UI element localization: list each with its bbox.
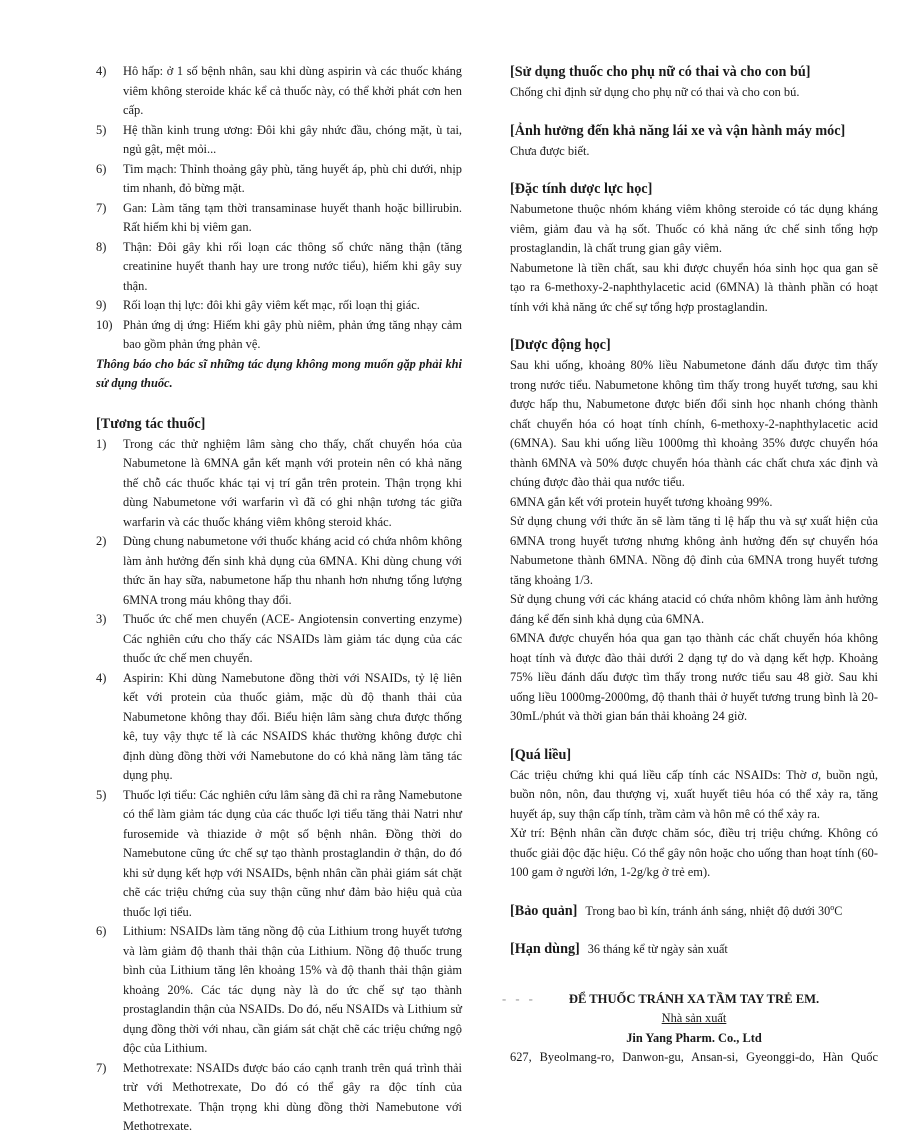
pregnancy-heading: [Sử dụng thuốc cho phụ nữ có thai và cho con bú]	[510, 64, 811, 80]
item-number: 1)	[96, 436, 107, 451]
driving-section	[510, 121, 878, 162]
doctor-notice: Thông báo cho bác sĩ những tác dụng không mong muốn gặp phải khi sử dụng thuốc.	[96, 356, 462, 390]
paragraph: 6MNA gắn kết với protein huyết tương khoảng 99%.	[510, 494, 773, 509]
item-number: 4)	[96, 670, 107, 685]
item-text: Gan: Làm tăng tạm thời transaminase huyết thanh hoặc billirubin. Rất hiếm khi bị viêm gan.	[123, 200, 462, 234]
list-item	[96, 121, 462, 160]
decorative-dashes: - - -	[502, 991, 536, 1006]
item-number: 7)	[96, 1060, 107, 1075]
child-warning	[502, 990, 878, 1010]
item-text: Thận: Đôi gây khi rối loạn các thông số chức năng thận (tăng creatinine huyết thanh hay ure trong nước tiểu), hiếm khi gây suy thận.	[123, 239, 462, 293]
left-column	[96, 62, 462, 1137]
pregnancy-text: Chống chỉ định sử dụng cho phụ nữ có thai và cho con bú.	[510, 85, 800, 99]
storage-heading: [Bảo quản]	[510, 902, 578, 919]
list-item	[96, 610, 462, 669]
item-text: Methotrexate: NSAIDs được báo cáo cạnh tranh trên quá trình thải trừ với Methotrexate, Do đó có thể gây ra độc tính của Methotrexate. Thận trọng khi dùng đồng thời Namebutone với Methotrexate.	[123, 1060, 462, 1133]
paragraph: Nabumetone là tiền chất, sau khi được chuyển hóa sinh học qua gan sẽ tạo ra 6-methoxy-2-naphthylacetic acid (6MNA) là thành phần có hoạt tính với khả năng ức chế sự tổng hợp prostaglandin.	[510, 260, 878, 314]
item-number: 2)	[96, 534, 107, 548]
list-item	[96, 238, 462, 297]
driving-text: Chưa được biết.	[510, 143, 590, 158]
pregnancy-section	[510, 62, 878, 103]
side-effects-list	[96, 62, 462, 355]
item-number: 3)	[96, 612, 107, 626]
manufacturer-label: Nhà sản xuất	[661, 1011, 727, 1025]
overdose-heading: [Quá liều]	[510, 746, 572, 763]
item-text: Dùng chung nabumetone với thuốc kháng acid có chứa nhôm không làm ảnh hưởng đến sinh khả dụng của 6MNA. Khi dùng chung với thức ăn hay sữa, nabumetone hấp thu nhanh hơn nhưng tổng lượng 6MNA trong máu không thay đổi.	[123, 534, 462, 607]
item-number: 9)	[96, 298, 107, 312]
item-number: 6)	[96, 161, 107, 176]
storage-text-main: Trong bao bì kín, tránh ánh sáng, nhiệt độ dưới 30	[585, 903, 831, 918]
item-number: 6)	[96, 924, 107, 938]
item-number: 7)	[96, 200, 107, 215]
shelf-life-heading: [Hạn dùng]	[510, 941, 580, 957]
list-item	[96, 296, 462, 316]
list-item	[96, 160, 462, 199]
paragraph: Sử dụng chung với các kháng atacid có chứa nhôm không làm ảnh hưởng đáng kể đến sinh khả dụng của 6MNA.	[510, 592, 878, 626]
list-item	[96, 786, 462, 923]
manufacturer-footer	[502, 990, 878, 1068]
degree-sup: o	[830, 902, 835, 912]
list-item	[96, 669, 462, 786]
right-column	[502, 62, 878, 1068]
pharmacodynamics-heading: [Đặc tính dược lực học]	[510, 181, 653, 197]
item-number: 8)	[96, 239, 107, 254]
storage-text	[585, 902, 842, 922]
item-number: 5)	[96, 122, 107, 137]
item-text: Thuốc lợi tiểu: Các nghiên cứu lâm sàng đã chỉ ra rằng Namebutone có thể làm giảm tác dụng của các thuốc lợi tiểu tăng thải Natri như furosemide và thiazide ở một số bệnh nhân. Đồng thời do Namebutone cũng ức chế sự tạo thành prostaglandin ở thận, do đó khi sử dụng kết hợp với NSAIDs, bệnh nhân cần phải giám sát chặt chẽ các triệu chứng của suy thận cũng như đảm bảo hiệu quả của thuốc lợi tiểu.	[123, 787, 462, 919]
item-text: Hệ thần kinh trung ương: Đôi khi gây nhức đầu, chóng mặt, ù tai, ngủ gật, mệt mỏi...	[123, 122, 462, 156]
overdose-section	[510, 745, 878, 883]
item-text: Aspirin: Khi dùng Namebutone đồng thời với NSAIDs, tỷ lệ liên kết với protein của thuốc giảm, mặc dù độ thanh thải của Nabumetone không thay đổi. Biểu hiện lâm sàng chưa được thống kê, tuy vậy thực tế là các NSAIDS khác thường không được chỉ định dùng đồng thời với Namebutone do có khả năng làm tăng tác dụng phụ.	[123, 670, 462, 782]
child-warning-text: ĐỂ THUỐC TRÁNH XA TẦM TAY TRẺ EM.	[568, 991, 820, 1006]
list-item	[96, 316, 462, 355]
interactions-heading: [Tương tác thuốc]	[96, 415, 206, 432]
list-item	[96, 435, 462, 533]
list-item	[96, 1059, 462, 1137]
interactions-section	[96, 414, 462, 1137]
storage-unit: C	[834, 903, 843, 918]
item-text: Thuốc ức chế men chuyển (ACE- Angiotensin converting enzyme) Các nghiên cứu cho thấy các NSAIDs làm giảm tác dụng của các thuốc ức chế men chuyển.	[123, 612, 462, 665]
list-item	[96, 62, 462, 121]
shelf-life-text: 36 tháng kể từ ngày sản xuất	[587, 942, 728, 956]
paragraph: Sau khi uống, khoảng 80% liều Nabumetone đánh dấu được tìm thấy trong nước tiểu. Nabumetone không tìm thấy trong huyết tương, sau khi được hấp thu, Nabumetone được biến đổi sinh học nhanh chóng thành chất chuyển hóa có hoạt tính chính, 6-methoxy-2-naphthylacetic acid (6MNA). Sau khi uống liều 1000mg thì khoảng 35% được chuyển hóa thành 6MNA và 50% được chuyển hóa thành các chất chưa xác định và chúng được đào thải qua nước tiểu.	[510, 358, 878, 489]
item-number: 4)	[96, 64, 107, 78]
list-item	[96, 922, 462, 1059]
list-item	[96, 199, 462, 238]
item-text: Phản ứng dị ứng: Hiếm khi gây phù niêm, phản ứng tăng nhạy cảm bao gồm phản ứng phản vệ.	[123, 317, 462, 351]
item-text: Rối loạn thị lực: đôi khi gây viêm kết mạc, rối loạn thị giác.	[123, 298, 420, 312]
paragraph: Các triệu chứng khi quá liều cấp tính các NSAIDs: Thờ ơ, buồn ngủ, buồn nôn, nôn, đau thượng vị, xuất huyết tiêu hóa có thể xảy ra, tăng huyết áp, suy thận cấp tính, trầm cảm và hôn mê có thể xảy ra.	[510, 767, 878, 821]
paragraph: Xử trí: Bệnh nhân cần được chăm sóc, điều trị triệu chứng. Không có thuốc giải độc đặc hiệu. Có thể gây nôn hoặc cho uống than hoạt tính (60-100 gam ở người lớn, 1-2g/kg ở trẻ em).	[510, 826, 878, 879]
driving-heading: [Ảnh hưởng đến khả năng lái xe và vận hành máy móc]	[510, 122, 846, 139]
pharmacokinetics-section	[510, 335, 878, 727]
paragraph: Nabumetone thuộc nhóm kháng viêm không steroide có tác dụng kháng viêm, giảm đau và hạ sốt. Thuốc có khả năng ức chế sinh tổng hợp prostaglandin, là chất trung gian gây viêm.	[510, 202, 878, 255]
shelf-life-section	[510, 939, 878, 960]
item-number: 10)	[96, 317, 113, 332]
item-text: Tim mạch: Thỉnh thoảng gây phù, tăng huyết áp, phù chi dưới, nhịp tim nhanh, đỏ bừng mặt.	[123, 161, 462, 195]
item-text: Trong các thử nghiệm lâm sàng cho thấy, chất chuyển hóa của Nabumetone là 6MNA gắn kết mạnh với protein nên có khả năng thế chỗ các thuốc khác tại vị trí gắn trên protein. Thận trọng khi dùng Nabumetone với warfarin vì đã có ghi nhận tương tác giữa warfarin và các thuốc kháng viêm không steroid khác.	[123, 436, 462, 529]
item-number: 5)	[96, 787, 107, 802]
company-address: 627, Byeolmang-ro, Danwon-gu, Ansan-si, Gyeonggi-do, Hàn Quốc	[510, 1050, 878, 1064]
pharmacodynamics-section	[510, 179, 878, 317]
item-text: Hô hấp: ở 1 số bệnh nhân, sau khi dùng aspirin và các thuốc kháng viêm không steroide khác kể cả thuốc này, có thể khởi phát cơn hen cấp.	[123, 64, 462, 117]
pharmacokinetics-heading: [Dược động học]	[510, 337, 611, 353]
item-text: Lithium: NSAIDs làm tăng nồng độ của Lithium trong huyết tương và làm giảm độ thanh thải thận của Lithium. Nồng độ thuốc trung bình của Lithium tăng lên khoảng 15% và độ thanh thải thận giảm khoảng 20%. Các tác dụng này là do ức chế sự tạo thành prostaglandin thận của NSAIDs. Do đó, nếu NSAIDs và Lithium sử dụng đồng thời với nhau, cần giám sát chặt chẽ các triệu chứng ngộ độc của Lithium.	[123, 924, 462, 1055]
company-name: Jin Yang Pharm. Co., Ltd	[626, 1030, 762, 1045]
list-item	[96, 532, 462, 610]
storage-section	[510, 901, 878, 922]
paragraph: Sử dụng chung với thức ăn sẽ làm tăng tỉ lệ hấp thu và sự xuất hiện của 6MNA trong huyết tương nhưng không ảnh hưởng đến sự chuyển hóa Nabumetone thành 6MNA. Nồng độ đỉnh của 6MNA trong huyết tương tăng khoảng 1/3.	[510, 514, 878, 587]
paragraph: 6MNA được chuyển hóa qua gan tạo thành các chất chuyển hóa không hoạt tính và được đào thải dưới 2 dạng tự do và dạng kết hợp. Khoảng 75% liều đánh dấu được tìm thấy trong nước tiểu sau 48 giờ. Sau khi uống liều 1000mg-2000mg, độ thanh thải ở huyết tương trung bình là 20-30mL/phút và thời gian bán thải khoảng 24 giờ.	[510, 631, 878, 723]
